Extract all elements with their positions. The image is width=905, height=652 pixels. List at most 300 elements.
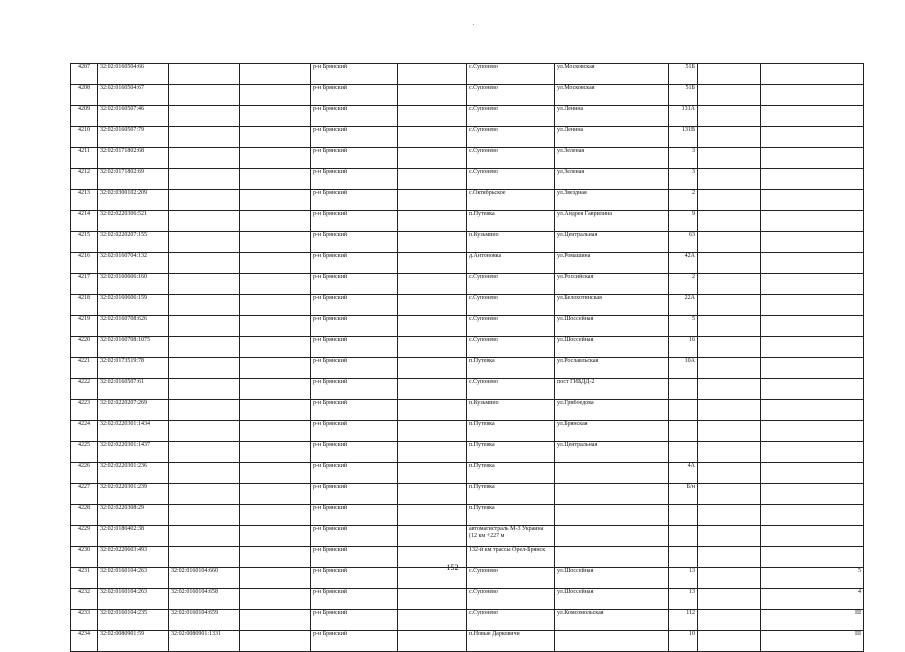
table-row (71, 85, 864, 106)
locality-cell: с.Супонево (467, 379, 555, 400)
empty-cell (698, 106, 761, 127)
empty-cell (398, 190, 467, 211)
empty-cell (398, 442, 467, 463)
parent-cadastral-cell (169, 211, 240, 232)
empty-cell (398, 421, 467, 442)
locality-cell: с.Супонево (467, 589, 555, 610)
empty-cell (240, 610, 311, 631)
empty-cell (398, 253, 467, 274)
locality-cell: п.Кузьмино (467, 400, 555, 421)
empty-cell (398, 631, 467, 652)
table-row (71, 631, 864, 652)
district-cell: р-н Брянский (311, 505, 398, 526)
district-cell: р-н Брянский (311, 589, 398, 610)
parent-cadastral-cell (169, 379, 240, 400)
locality-cell: с.Супонево (467, 169, 555, 190)
empty-cell (398, 526, 467, 547)
cadastral-number-cell: 32:02:0171802:69 (98, 169, 169, 190)
row-number-cell: 4221 (71, 358, 98, 379)
house-number-cell: 3 (669, 148, 698, 169)
table-row (71, 610, 864, 631)
cadastral-number-cell: 32:02:0173519:78 (98, 358, 169, 379)
parent-cadastral-cell (169, 337, 240, 358)
locality-cell: с.Супонево (467, 316, 555, 337)
district-cell: р-н Брянский (311, 127, 398, 148)
cadastral-number-cell: 32:02:0220603:493 (98, 547, 169, 568)
cadastral-number-cell: 32:02:0160606:160 (98, 274, 169, 295)
street-cell: ул.Рославльская (555, 358, 669, 379)
empty-cell (398, 295, 467, 316)
empty-cell (240, 232, 311, 253)
district-cell: р-н Брянский (311, 526, 398, 547)
table-row (71, 337, 864, 358)
house-number-cell: 131В (669, 127, 698, 148)
premises-number-cell (761, 526, 864, 547)
street-cell: ул.Ромашина (555, 253, 669, 274)
locality-cell: с.Супонево (467, 337, 555, 358)
row-number-cell: 4228 (71, 505, 98, 526)
district-cell: р-н Брянский (311, 85, 398, 106)
row-number-cell: 4208 (71, 85, 98, 106)
empty-cell (698, 211, 761, 232)
table-row (71, 421, 864, 442)
empty-cell (398, 106, 467, 127)
empty-cell (398, 64, 467, 85)
locality-cell: с.Супонево (467, 106, 555, 127)
parent-cadastral-cell (169, 232, 240, 253)
table-row (71, 589, 864, 610)
street-cell: ул.Центральная (555, 232, 669, 253)
premises-number-cell (761, 127, 864, 148)
locality-cell: с.Октябрьское (467, 190, 555, 211)
premises-number-cell (761, 358, 864, 379)
house-number-cell: 112 (669, 610, 698, 631)
empty-cell (240, 316, 311, 337)
house-number-cell: 13 (669, 568, 698, 589)
parent-cadastral-cell (169, 169, 240, 190)
empty-cell (698, 169, 761, 190)
empty-cell (698, 463, 761, 484)
empty-cell (398, 148, 467, 169)
house-number-cell (669, 379, 698, 400)
locality-cell: с.Супонево (467, 610, 555, 631)
district-cell: р-н Брянский (311, 568, 398, 589)
street-cell: ул.Грибоедова (555, 400, 669, 421)
house-number-cell: 10А (669, 358, 698, 379)
premises-number-cell (761, 253, 864, 274)
table-row (71, 400, 864, 421)
premises-number-cell (761, 274, 864, 295)
table-row (71, 316, 864, 337)
house-number-cell: 2 (669, 190, 698, 211)
district-cell: р-н Брянский (311, 379, 398, 400)
empty-cell (698, 526, 761, 547)
empty-cell (240, 442, 311, 463)
empty-cell (398, 463, 467, 484)
street-cell (555, 505, 669, 526)
parent-cadastral-cell (169, 106, 240, 127)
district-cell: р-н Брянский (311, 610, 398, 631)
house-number-cell: 51Б (669, 85, 698, 106)
premises-number-cell (761, 148, 864, 169)
street-cell: ул.Брянская (555, 421, 669, 442)
empty-cell (398, 85, 467, 106)
locality-cell: д.Антоновка (467, 253, 555, 274)
empty-cell (240, 190, 311, 211)
row-number-cell: 4207 (71, 64, 98, 85)
empty-cell (698, 253, 761, 274)
parent-cadastral-cell (169, 64, 240, 85)
table-row (71, 127, 864, 148)
empty-cell (240, 379, 311, 400)
empty-cell (398, 358, 467, 379)
empty-cell (240, 400, 311, 421)
parent-cadastral-cell (169, 85, 240, 106)
cadastral-number-cell: 32:02:0160507:79 (98, 127, 169, 148)
empty-cell (698, 190, 761, 211)
locality-cell: п.Путевка (467, 421, 555, 442)
street-cell: ул.Зеленая (555, 148, 669, 169)
row-number-cell: 4233 (71, 610, 98, 631)
empty-cell (240, 358, 311, 379)
row-number-cell: 4226 (71, 463, 98, 484)
empty-cell (698, 295, 761, 316)
premises-number-cell (761, 64, 864, 85)
cadastral-number-cell: 32:02:0160504:66 (98, 64, 169, 85)
house-number-cell (669, 442, 698, 463)
row-number-cell: 4220 (71, 337, 98, 358)
premises-number-cell: 4 (761, 589, 864, 610)
premises-number-cell (761, 85, 864, 106)
parent-cadastral-cell (169, 190, 240, 211)
cadastral-number-cell: 32:02:0180402:38 (98, 526, 169, 547)
table-row (71, 253, 864, 274)
table-row (71, 484, 864, 505)
row-number-cell: 4234 (71, 631, 98, 652)
row-number-cell: 4231 (71, 568, 98, 589)
empty-cell (398, 169, 467, 190)
empty-cell (398, 589, 467, 610)
street-cell: ул.Шоссейная (555, 568, 669, 589)
district-cell: р-н Брянский (311, 169, 398, 190)
row-number-cell: 4214 (71, 211, 98, 232)
district-cell: р-н Брянский (311, 106, 398, 127)
street-cell (555, 463, 669, 484)
parent-cadastral-cell (169, 442, 240, 463)
premises-number-cell: 5 (761, 568, 864, 589)
parent-cadastral-cell (169, 505, 240, 526)
street-cell (555, 484, 669, 505)
district-cell: р-н Брянский (311, 295, 398, 316)
district-cell: р-н Брянский (311, 358, 398, 379)
cadastral-number-cell: 32:02:0220308:29 (98, 505, 169, 526)
table-row (71, 379, 864, 400)
empty-cell (398, 337, 467, 358)
row-number-cell: 4217 (71, 274, 98, 295)
locality-cell: п.Путевка (467, 442, 555, 463)
house-number-cell: 13 (669, 589, 698, 610)
empty-cell (698, 316, 761, 337)
premises-number-cell: III (761, 631, 864, 652)
house-number-cell: 42А (669, 253, 698, 274)
street-cell: ул.Зеленая (555, 169, 669, 190)
table-row (71, 64, 864, 85)
district-cell: р-н Брянский (311, 211, 398, 232)
row-number-cell: 4211 (71, 148, 98, 169)
street-cell (555, 631, 669, 652)
premises-number-cell (761, 106, 864, 127)
empty-cell (698, 379, 761, 400)
parent-cadastral-cell (169, 421, 240, 442)
house-number-cell: Б/н (669, 484, 698, 505)
house-number-cell: 131А (669, 106, 698, 127)
empty-cell (698, 337, 761, 358)
locality-cell: п.Путевка (467, 505, 555, 526)
empty-cell (698, 274, 761, 295)
empty-cell (398, 127, 467, 148)
page-number: 152 (446, 563, 459, 572)
district-cell: р-н Брянский (311, 253, 398, 274)
empty-cell (240, 169, 311, 190)
row-number-cell: 4209 (71, 106, 98, 127)
locality-cell: п.Путевка (467, 211, 555, 232)
locality-cell: п.Путевка (467, 358, 555, 379)
cadastral-number-cell: 32:02:0160504:67 (98, 85, 169, 106)
district-cell: р-н Брянский (311, 232, 398, 253)
empty-cell (240, 211, 311, 232)
district-cell: р-н Брянский (311, 631, 398, 652)
empty-cell (240, 64, 311, 85)
house-number-cell (669, 505, 698, 526)
house-number-cell: 51Б (669, 64, 698, 85)
parent-cadastral-cell (169, 358, 240, 379)
district-cell: р-н Брянский (311, 442, 398, 463)
table-row (71, 526, 864, 547)
empty-cell (698, 85, 761, 106)
cadastral-number-cell: 32:02:0220207:155 (98, 232, 169, 253)
parent-cadastral-cell (169, 316, 240, 337)
district-cell: р-н Брянский (311, 274, 398, 295)
locality-cell: п.Путевка (467, 463, 555, 484)
parent-cadastral-cell (169, 526, 240, 547)
empty-cell (240, 253, 311, 274)
premises-number-cell (761, 379, 864, 400)
locality-cell: с.Супонево (467, 568, 555, 589)
parent-cadastral-cell (169, 253, 240, 274)
empty-cell (240, 127, 311, 148)
empty-cell (240, 148, 311, 169)
house-number-cell (669, 400, 698, 421)
street-cell: ул.Российская (555, 274, 669, 295)
row-number-cell: 4215 (71, 232, 98, 253)
premises-number-cell (761, 442, 864, 463)
locality-cell: с.Супонево (467, 274, 555, 295)
empty-cell (398, 379, 467, 400)
premises-number-cell (761, 484, 864, 505)
parent-cadastral-cell (169, 127, 240, 148)
street-cell: ул.Комсомольская (555, 610, 669, 631)
street-cell: ул.Центральная (555, 442, 669, 463)
table-row (71, 274, 864, 295)
premises-number-cell (761, 337, 864, 358)
empty-cell (398, 610, 467, 631)
cadastral-number-cell: 32:02:0220301:236 (98, 463, 169, 484)
row-number-cell: 4232 (71, 589, 98, 610)
empty-cell (240, 526, 311, 547)
house-number-cell (669, 526, 698, 547)
row-number-cell: 4212 (71, 169, 98, 190)
parent-cadastral-cell: 32:02:0160104:658 (169, 589, 240, 610)
row-number-cell: 4213 (71, 190, 98, 211)
street-cell: ул.Ленина (555, 106, 669, 127)
locality-cell: автомагистраль М-3 Украина (12 км +227 м (467, 526, 555, 547)
parent-cadastral-cell: 32:02:0160104:659 (169, 610, 240, 631)
cadastral-number-cell: 32:02:0080901:59 (98, 631, 169, 652)
house-number-cell (669, 421, 698, 442)
scan-speck (473, 24, 474, 25)
house-number-cell: 22А (669, 295, 698, 316)
locality-cell: с.Супонево (467, 148, 555, 169)
row-number-cell: 4227 (71, 484, 98, 505)
cadastral-number-cell: 32:02:0160708:1075 (98, 337, 169, 358)
row-number-cell: 4230 (71, 547, 98, 568)
row-number-cell: 4210 (71, 127, 98, 148)
house-number-cell: 16 (669, 337, 698, 358)
empty-cell (240, 484, 311, 505)
locality-cell: п.Кузьмино (467, 232, 555, 253)
table-row (71, 463, 864, 484)
cadastral-number-cell: 32:02:0160507:46 (98, 106, 169, 127)
empty-cell (698, 505, 761, 526)
premises-number-cell (761, 232, 864, 253)
cadastral-number-cell: 32:02:0160704:132 (98, 253, 169, 274)
locality-cell: с.Супонево (467, 127, 555, 148)
cadastral-number-cell: 32:02:0160606:159 (98, 295, 169, 316)
district-cell: р-н Брянский (311, 463, 398, 484)
cadastral-number-cell: 32:02:0300102:209 (98, 190, 169, 211)
locality-cell: с.Супонево (467, 64, 555, 85)
table-row (71, 169, 864, 190)
premises-number-cell (761, 421, 864, 442)
cadastral-number-cell: 32:02:0160104:263 (98, 589, 169, 610)
district-cell: р-н Брянский (311, 190, 398, 211)
cadastral-number-cell: 32:02:0160104:235 (98, 610, 169, 631)
district-cell: р-н Брянский (311, 337, 398, 358)
house-number-cell: 2 (669, 274, 698, 295)
locality-cell: с.Супонево (467, 85, 555, 106)
cadastral-number-cell: 32:02:0160104:263 (98, 568, 169, 589)
street-cell: пост ГИБДД-2 (555, 379, 669, 400)
house-number-cell: 3 (669, 169, 698, 190)
premises-number-cell (761, 190, 864, 211)
locality-cell: с.Супонево (467, 295, 555, 316)
empty-cell (240, 106, 311, 127)
empty-cell (698, 358, 761, 379)
premises-number-cell (761, 463, 864, 484)
premises-number-cell (761, 211, 864, 232)
premises-number-cell (761, 400, 864, 421)
empty-cell (698, 232, 761, 253)
parent-cadastral-cell (169, 274, 240, 295)
empty-cell (398, 400, 467, 421)
cadastral-number-cell: 32:02:0220207:269 (98, 400, 169, 421)
cadastral-number-cell: 32:02:0171802:68 (98, 148, 169, 169)
street-cell: ул.Шоссейная (555, 337, 669, 358)
table-row (71, 211, 864, 232)
empty-cell (240, 463, 311, 484)
table-row (71, 148, 864, 169)
premises-number-cell: III (761, 610, 864, 631)
table-row (71, 106, 864, 127)
parent-cadastral-cell (169, 484, 240, 505)
premises-number-cell (761, 295, 864, 316)
premises-number-cell (761, 316, 864, 337)
table-row (71, 442, 864, 463)
house-number-cell: 63 (669, 232, 698, 253)
cadastral-number-cell: 32:02:0220301:239 (98, 484, 169, 505)
empty-cell (698, 589, 761, 610)
empty-cell (698, 400, 761, 421)
parent-cadastral-cell: 32:02:0080901:1331 (169, 631, 240, 652)
empty-cell (698, 484, 761, 505)
empty-cell (240, 631, 311, 652)
row-number-cell: 4218 (71, 295, 98, 316)
street-cell: ул.Белохотинская (555, 295, 669, 316)
district-cell: р-н Брянский (311, 148, 398, 169)
row-number-cell: 4229 (71, 526, 98, 547)
street-cell: ул.Шоссейная (555, 589, 669, 610)
street-cell: ул.Ленина (555, 127, 669, 148)
cadastral-number-cell: 32:02:0220301:1437 (98, 442, 169, 463)
row-number-cell: 4225 (71, 442, 98, 463)
cadastral-number-cell: 32:02:0160507:61 (98, 379, 169, 400)
empty-cell (398, 232, 467, 253)
empty-cell (240, 589, 311, 610)
table-row (71, 190, 864, 211)
house-number-cell: 5 (669, 316, 698, 337)
empty-cell (698, 421, 761, 442)
empty-cell (698, 148, 761, 169)
empty-cell (240, 505, 311, 526)
street-cell: ул.Московская (555, 85, 669, 106)
empty-cell (698, 631, 761, 652)
parent-cadastral-cell (169, 295, 240, 316)
cadastral-number-cell: 32:02:0220306:521 (98, 211, 169, 232)
table-row (71, 358, 864, 379)
empty-cell (698, 610, 761, 631)
locality-cell: п.Путевка (467, 484, 555, 505)
row-number-cell: 4224 (71, 421, 98, 442)
empty-cell (240, 421, 311, 442)
street-cell: ул.Шоссейная (555, 316, 669, 337)
cadastral-number-cell: 32:02:0160708:626 (98, 316, 169, 337)
empty-cell (698, 127, 761, 148)
parent-cadastral-cell (169, 400, 240, 421)
empty-cell (398, 211, 467, 232)
house-number-cell: 9 (669, 211, 698, 232)
parent-cadastral-cell (169, 463, 240, 484)
row-number-cell: 4216 (71, 253, 98, 274)
district-cell: р-н Брянский (311, 400, 398, 421)
house-number-cell: 10 (669, 631, 698, 652)
empty-cell (398, 274, 467, 295)
parent-cadastral-cell (169, 148, 240, 169)
street-cell: ул.Московская (555, 64, 669, 85)
empty-cell (698, 64, 761, 85)
district-cell: р-н Брянский (311, 547, 398, 568)
locality-cell: 132-й км трассы Орел-Брянск (467, 547, 555, 568)
district-cell: р-н Брянский (311, 484, 398, 505)
